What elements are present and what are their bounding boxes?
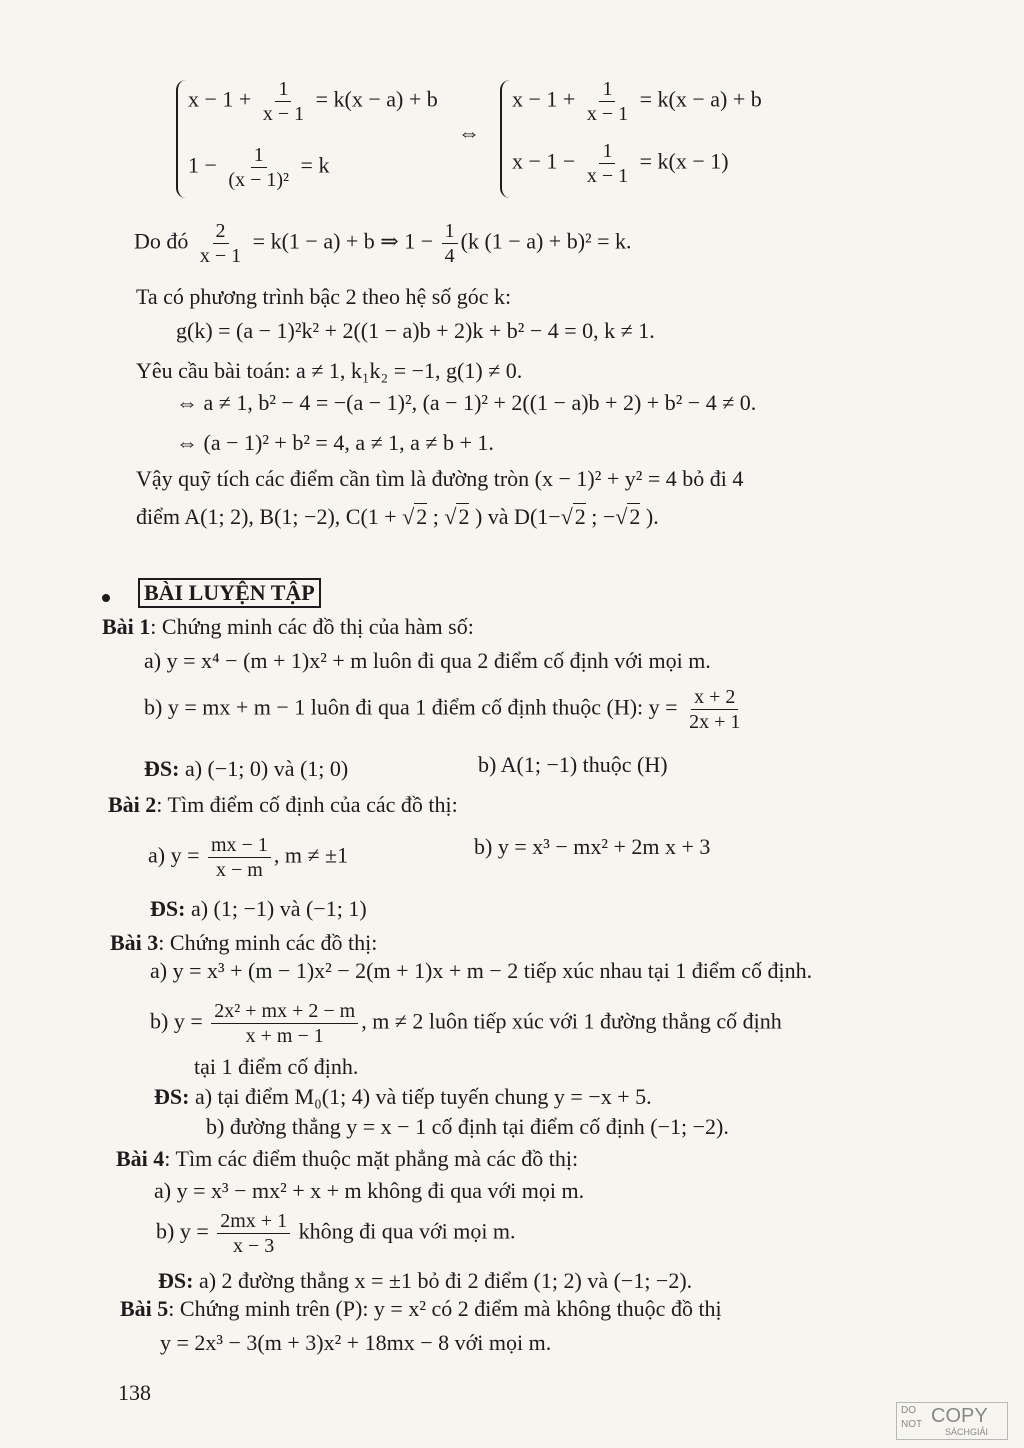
exercise-2a: a) y = $\frac{mx - 1}{x - m}$ , m ≠ ±1 bbox=[148, 834, 349, 881]
exercise-4b: b) y = $\frac{2mx + 1}{x - 3}$ không đi qua với mọi m. bbox=[156, 1210, 516, 1257]
answer-1b: b) A(1; −1) thuộc (H) bbox=[478, 752, 668, 777]
answer-2: ĐS: a) (1; −1) và (−1; 1) bbox=[150, 896, 367, 921]
right-brace bbox=[500, 80, 512, 198]
system-left-top: x − 1 + $\frac{1}{x - 1}$ = k(x − a) + b bbox=[188, 78, 438, 125]
text-line: Yêu cầu bài toán: a ≠ 1, k₁k₂ = −1, g(1) ≠ 0. bbox=[136, 358, 523, 383]
equivalence-sign: ⇔ bbox=[458, 120, 480, 145]
exercise-3b: b) y = $\frac{\text{2x² + mx + 2 − m}}{x + m - 1}$ , m ≠ 2 luôn tiếp xúc với 1 đường thẳng cố định bbox=[150, 1000, 782, 1047]
page-number: 138 bbox=[118, 1380, 151, 1405]
exercise-4a: a) y = x³ − mx² + x + m không đi qua với mọi m. bbox=[154, 1178, 585, 1203]
exercise-label: Bài 3 bbox=[110, 930, 159, 955]
answer-3b: b) đường thẳng y = x − 1 cố định tại điểm cố định (−1; −2). bbox=[206, 1114, 729, 1139]
answer-3a: ĐS: a) tại điểm M₀(1; 4) và tiếp tuyến chung y = −x + 5. bbox=[154, 1084, 652, 1109]
exercise-label: Bài 4 bbox=[116, 1146, 165, 1171]
equation-line: ⇔ (a − 1)² + b² = 4, a ≠ 1, a ≠ b + 1. bbox=[176, 430, 494, 455]
exercise-2b: b) y = x³ − mx² + 2m x + 3 bbox=[474, 834, 711, 859]
system-right-bottom: x − 1 − $\frac{1}{x - 1}$ = k(x − 1) bbox=[512, 140, 729, 187]
exercise-3: Bài 3: Chứng minh các đồ thị: bbox=[110, 930, 378, 955]
exercise-1a: a) y = x⁴ − (m + 1)x² + m luôn đi qua 2 điểm cố định với mọi m. bbox=[144, 648, 711, 673]
text-line: Ta có phương trình bậc 2 theo hệ số góc k: bbox=[136, 284, 512, 309]
answer-4: ĐS: a) 2 đường thẳng x = ±1 bỏ đi 2 điểm (1; 2) và (−1; −2). bbox=[158, 1268, 693, 1293]
exercise-5: Bài 5: Chứng minh trên (P): y = x² có 2 điểm mà không thuộc đồ thị bbox=[120, 1296, 722, 1321]
system-left-bottom: 1 − $\frac{1}{\text{(x − 1)²}}$ = k bbox=[188, 144, 330, 191]
equation-line: ⇔ a ≠ 1, b² − 4 = −(a − 1)², (a − 1)² + 2((1 − a)b + 2) + b² − 4 ≠ 0. bbox=[176, 390, 757, 415]
watermark-logo: DO NOT COPY SÁCHGIẢI bbox=[896, 1402, 1008, 1440]
conclusion-points-line: điểm A(1; 2), B(1; −2), C(1 + √2 ; √2 ) và D(1−√2 ; −√2 ). bbox=[136, 504, 659, 529]
exercise-label: Bài 2 bbox=[108, 792, 157, 817]
section-title: BÀI LUYỆN TẬP bbox=[138, 578, 321, 608]
left-brace bbox=[176, 80, 188, 198]
exercise-1b: b) y = mx + m − 1 luôn đi qua 1 điểm cố định thuộc (H): y = $\frac{x + 2}{2x + 1}$ bbox=[144, 686, 741, 733]
answer-1: ĐS: a) (−1; 0) và (1; 0) bbox=[144, 756, 349, 781]
exercise-2: Bài 2: Tìm điểm cố định của các đồ thị: bbox=[108, 792, 458, 817]
exercise-4: Bài 4: Tìm các điểm thuộc mặt phẳng mà các đồ thị: bbox=[116, 1146, 579, 1171]
exercise-5-line2: y = 2x³ − 3(m + 3)x² + 18mx − 8 với mọi m. bbox=[160, 1330, 552, 1355]
exercise-3b-cont: tại 1 điểm cố định. bbox=[194, 1054, 359, 1079]
system-right-top: x − 1 + $\frac{1}{x - 1}$ = k(x − a) + b bbox=[512, 78, 762, 125]
therefore-line: Do đó $\frac{2}{x - 1}$ = k(1 − a) + b ⇒ 1 − $\frac{1}{4}$ (k (1 − a) + b)² = k. bbox=[134, 220, 632, 267]
exercise-1: Bài 1: Chứng minh các đồ thị của hàm số: bbox=[102, 614, 474, 639]
exercise-label: Bài 1 bbox=[102, 614, 151, 639]
section-bullet bbox=[102, 594, 110, 602]
exercise-3a: a) y = x³ + (m − 1)x² − 2(m + 1)x + m − 2 tiếp xúc nhau tại 1 điểm cố định. bbox=[150, 958, 813, 983]
conclusion-line: Vậy quỹ tích các điểm cần tìm là đường tròn (x − 1)² + y² = 4 bỏ đi 4 bbox=[136, 466, 744, 491]
equation-line: g(k) = (a − 1)²k² + 2((1 − a)b + 2)k + b² − 4 = 0, k ≠ 1. bbox=[176, 318, 655, 343]
exercise-label: Bài 5 bbox=[120, 1296, 169, 1321]
